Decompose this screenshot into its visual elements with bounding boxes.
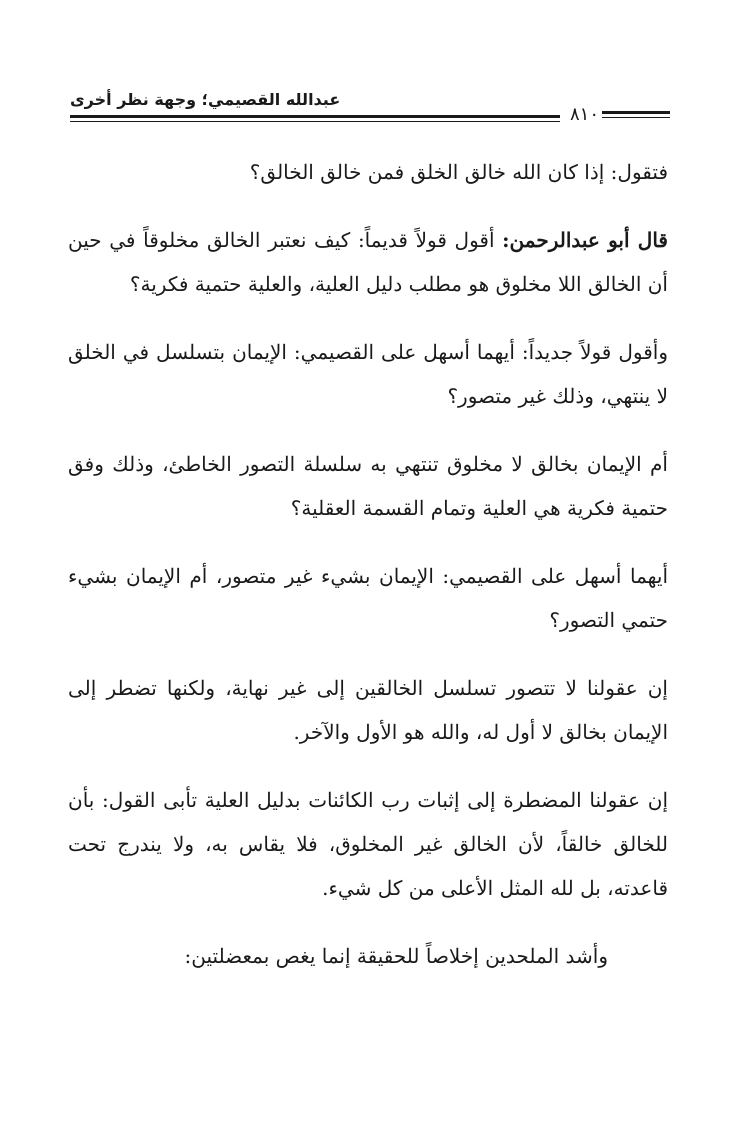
paragraph (68, 778, 668, 910)
speaker-label: قال أبو عبدالرحمن: (502, 228, 668, 252)
page-header (70, 88, 670, 128)
paragraph-text: أقول قولاً قديماً: كيف نعتبر الخالق مخلوقاً في حين أن الخالق اللا مخلوق هو مطلب دليل العلية، والعلية حتمية فكرية؟ (68, 228, 668, 296)
paragraph (68, 150, 668, 194)
paragraph-text: أيهما أسهل على القصيمي: الإيمان بشيء غير متصور، أم الإيمان بشيء حتمي التصور؟ (68, 564, 668, 632)
paragraph (68, 442, 668, 530)
page-number: ٨١٠ (570, 104, 600, 125)
page-number-rule (602, 111, 670, 114)
running-title: عبدالله القصيمي؛ وجهة نظر أخرى (70, 90, 341, 109)
header-rule (70, 115, 560, 118)
paragraph (68, 218, 668, 306)
paragraph-text: فتقول: إذا كان الله خالق الخلق فمن خالق الخالق؟ (249, 160, 668, 184)
paragraph-text: إن عقولنا لا تتصور تسلسل الخالقين إلى غير نهاية، ولكنها تضطر إلى الإيمان بخالق لا أول له، والله هو الأول والآخر. (68, 676, 668, 744)
paragraph (68, 330, 668, 418)
paragraph (68, 934, 668, 978)
page-number-rule-thin (602, 117, 670, 118)
paragraph-text: وأشد الملحدين إخلاصاً للحقيقة إنما يغص بمعضلتين: (184, 944, 608, 968)
paragraph-text: إن عقولنا المضطرة إلى إثبات رب الكائنات بدليل العلية تأبى القول: بأن للخالق خالقاً، لأن الخالق غير المخلوق، فلا يقاس به، ولا يندرج تحت قاعدته، بل لله المثل الأعلى من كل شيء. (68, 788, 668, 900)
paragraph-text: وأقول قولاً جديداً: أيهما أسهل على القصيمي: الإيمان بتسلسل في الخلق لا ينتهي، وذلك غير متصور؟ (68, 340, 668, 408)
paragraph-text: أم الإيمان بخالق لا مخلوق تنتهي به سلسلة التصور الخاطئ، وذلك وفق حتمية فكرية هي العلية وتمام القسمة العقلية؟ (68, 452, 668, 520)
header-rule-thin (70, 121, 560, 122)
paragraph (68, 554, 668, 642)
paragraph (68, 666, 668, 754)
body-text (68, 150, 668, 1002)
